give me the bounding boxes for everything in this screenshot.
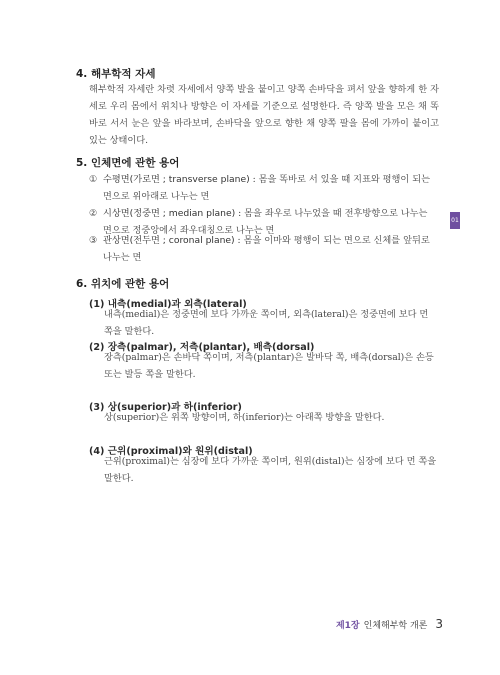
item-term: 시상면(정중면 ; median plane)	[103, 208, 236, 219]
item-desc: : 몸을 똑바로 서 있을 때 지표와 평행이 되는 면으로 위아래로 나누는 면	[103, 174, 430, 202]
sub-text-palmar-plantar-dorsal: 장측(palmar)은 손바닥 쪽이며, 저측(plantar)은 발바닥 쪽, 배측(dorsal)은 손등 또는 발등 쪽을 말한다.	[104, 352, 434, 380]
footer-chapter: 제1장	[335, 621, 360, 631]
sub-heading-medial-lateral: (1) 내측(medial)과 외측(lateral)	[89, 299, 247, 310]
sub-text-medial-lateral: 내측(medial)은 정중면에 보다 가까운 쪽이며, 외측(lateral)은 정중면에 보다 먼 쪽을 말한다.	[104, 309, 429, 337]
section-4-heading: 4. 해부학적 자세	[76, 68, 156, 80]
item-desc: : 몸을 이마와 평행이 되는 면으로 신체를 앞뒤로 나누는 면	[103, 235, 430, 263]
sub-heading-proximal-distal: (4) 근위(proximal)와 원위(distal)	[89, 446, 253, 457]
page-footer	[336, 617, 443, 631]
sub-text-proximal-distal: 근위(proximal)는 심장에 보다 가까운 쪽이며, 원위(distal)는 심장에 보다 먼 쪽을 말한다.	[104, 456, 437, 484]
item-number: ①	[89, 174, 98, 185]
footer-title: 인체해부학 개론	[363, 621, 428, 631]
sub-text-superior-inferior: 상(superior)은 위쪽 방향이며, 하(inferior)는 아래쪽 방향을 말한다.	[104, 412, 385, 423]
item-number: ②	[89, 208, 98, 219]
item-desc: : 몸을 좌우로 나누었을 때 전후방향으로 나누는 면으로 정중앙에서 좌우대칭으로 나누는 면	[103, 208, 428, 236]
section-4-paragraph: 해부학적 자세란 차렷 자세에서 양쪽 발을 붙이고 양쪽 손바닥을 펴서 앞을 향하게 한 자세로 우리 몸에서 위치나 방향은 이 자세를 기준으로 설명한다. 즉 양쪽 발을 모은 채 똑바로 서서 눈은 앞을 바라보며, 손바닥을 앞으로 향한 채 양쪽 팔을 몸에 가까이 붙이고 있는 상태이다.	[89, 84, 439, 146]
item-number: ③	[89, 235, 98, 246]
sub-heading-palmar-plantar-dorsal: (2) 장측(palmar), 저측(plantar), 배측(dorsal)	[89, 342, 315, 353]
section-6-heading: 6. 위치에 관한 용어	[76, 278, 170, 290]
sub-heading-superior-inferior: (3) 상(superior)과 하(inferior)	[89, 402, 242, 413]
item-term: 수평면(가로면 ; transverse plane)	[103, 174, 250, 185]
plane-item-coronal	[89, 232, 439, 266]
chapter-side-tab: 01	[450, 212, 460, 229]
page-number: 3	[435, 617, 443, 631]
plane-item-transverse	[89, 171, 439, 205]
item-term: 관상면(전두면 ; coronal plane)	[103, 235, 235, 246]
section-5-heading: 5. 인체면에 관한 용어	[76, 157, 180, 169]
